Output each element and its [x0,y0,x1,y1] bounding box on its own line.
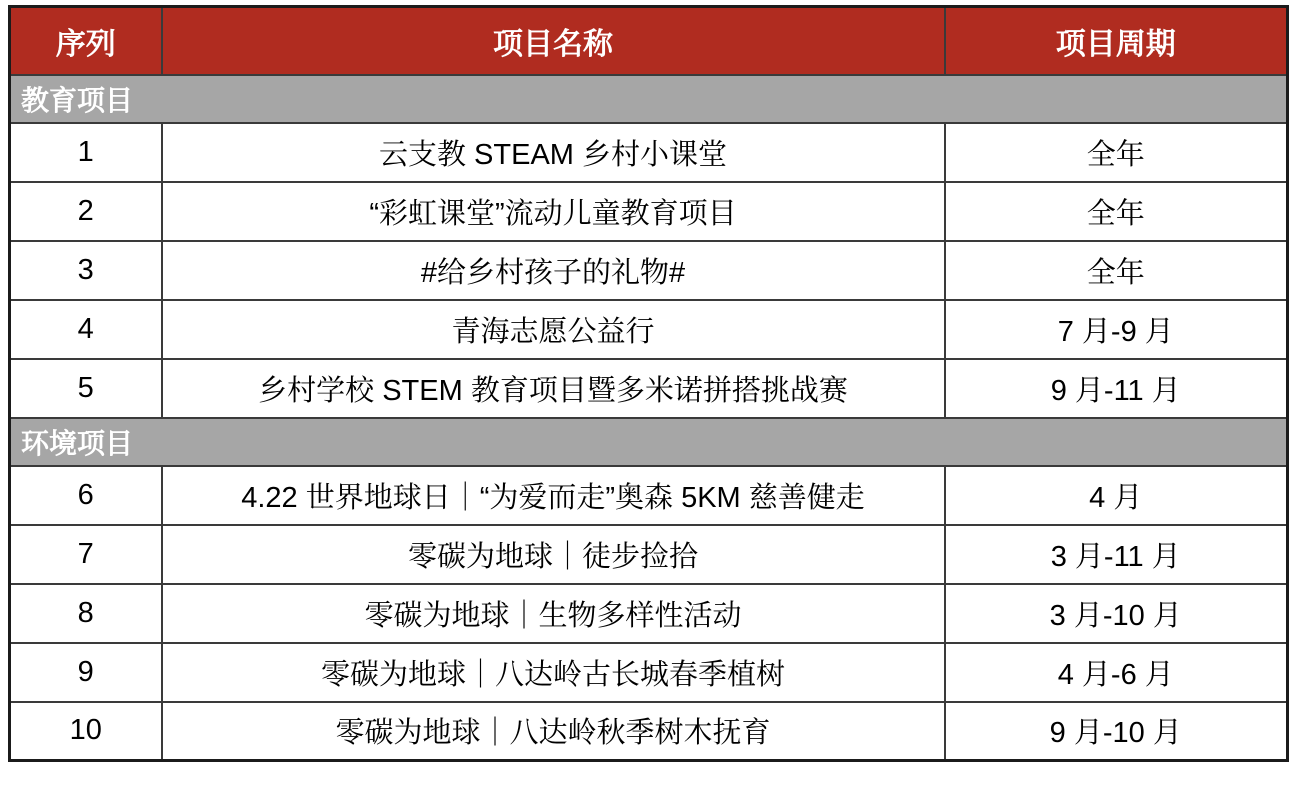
table-row [10,241,1288,300]
project-period-cell: 7 月-9 月 [945,300,1288,359]
section-title: 环境项目 [10,418,1288,466]
column-header-index: 序列 [10,7,162,75]
row-index-cell: 2 [10,182,162,241]
projects-table [8,5,1289,762]
project-name-cell: #给乡村孩子的礼物# [162,241,945,300]
table-row [10,123,1288,182]
project-period-cell: 3 月-11 月 [945,525,1288,584]
section-row-education [10,75,1288,123]
project-name-cell: 云支教 STEAM 乡村小课堂 [162,123,945,182]
table-row [10,182,1288,241]
project-name-cell: “彩虹课堂”流动儿童教育项目 [162,182,945,241]
table-row [10,643,1288,702]
project-name-cell: 青海志愿公益行 [162,300,945,359]
table-row [10,702,1288,761]
project-period-cell: 9 月-11 月 [945,359,1288,418]
project-period-cell: 4 月 [945,466,1288,525]
table-row [10,300,1288,359]
row-index-cell: 9 [10,643,162,702]
row-index-cell: 5 [10,359,162,418]
table-row [10,359,1288,418]
project-name-cell: 零碳为地球｜八达岭秋季树木抚育 [162,702,945,761]
section-row-environment [10,418,1288,466]
project-period-cell: 全年 [945,182,1288,241]
section-title: 教育项目 [10,75,1288,123]
row-index-cell: 7 [10,525,162,584]
project-name-cell: 乡村学校 STEM 教育项目暨多米诺拼搭挑战赛 [162,359,945,418]
table-row [10,466,1288,525]
project-period-cell: 4 月-6 月 [945,643,1288,702]
row-index-cell: 10 [10,702,162,761]
column-header-period: 项目周期 [945,7,1288,75]
row-index-cell: 6 [10,466,162,525]
row-index-cell: 1 [10,123,162,182]
project-name-cell: 零碳为地球｜生物多样性活动 [162,584,945,643]
row-index-cell: 8 [10,584,162,643]
project-period-cell: 3 月-10 月 [945,584,1288,643]
project-name-cell: 4.22 世界地球日｜“为爱而走”奥森 5KM 慈善健走 [162,466,945,525]
project-period-cell: 9 月-10 月 [945,702,1288,761]
project-name-cell: 零碳为地球｜八达岭古长城春季植树 [162,643,945,702]
table-row [10,525,1288,584]
project-period-cell: 全年 [945,123,1288,182]
table-row [10,584,1288,643]
row-index-cell: 3 [10,241,162,300]
column-header-name: 项目名称 [162,7,945,75]
header-row [10,7,1288,75]
project-name-cell: 零碳为地球｜徒步捡拾 [162,525,945,584]
project-period-cell: 全年 [945,241,1288,300]
row-index-cell: 4 [10,300,162,359]
